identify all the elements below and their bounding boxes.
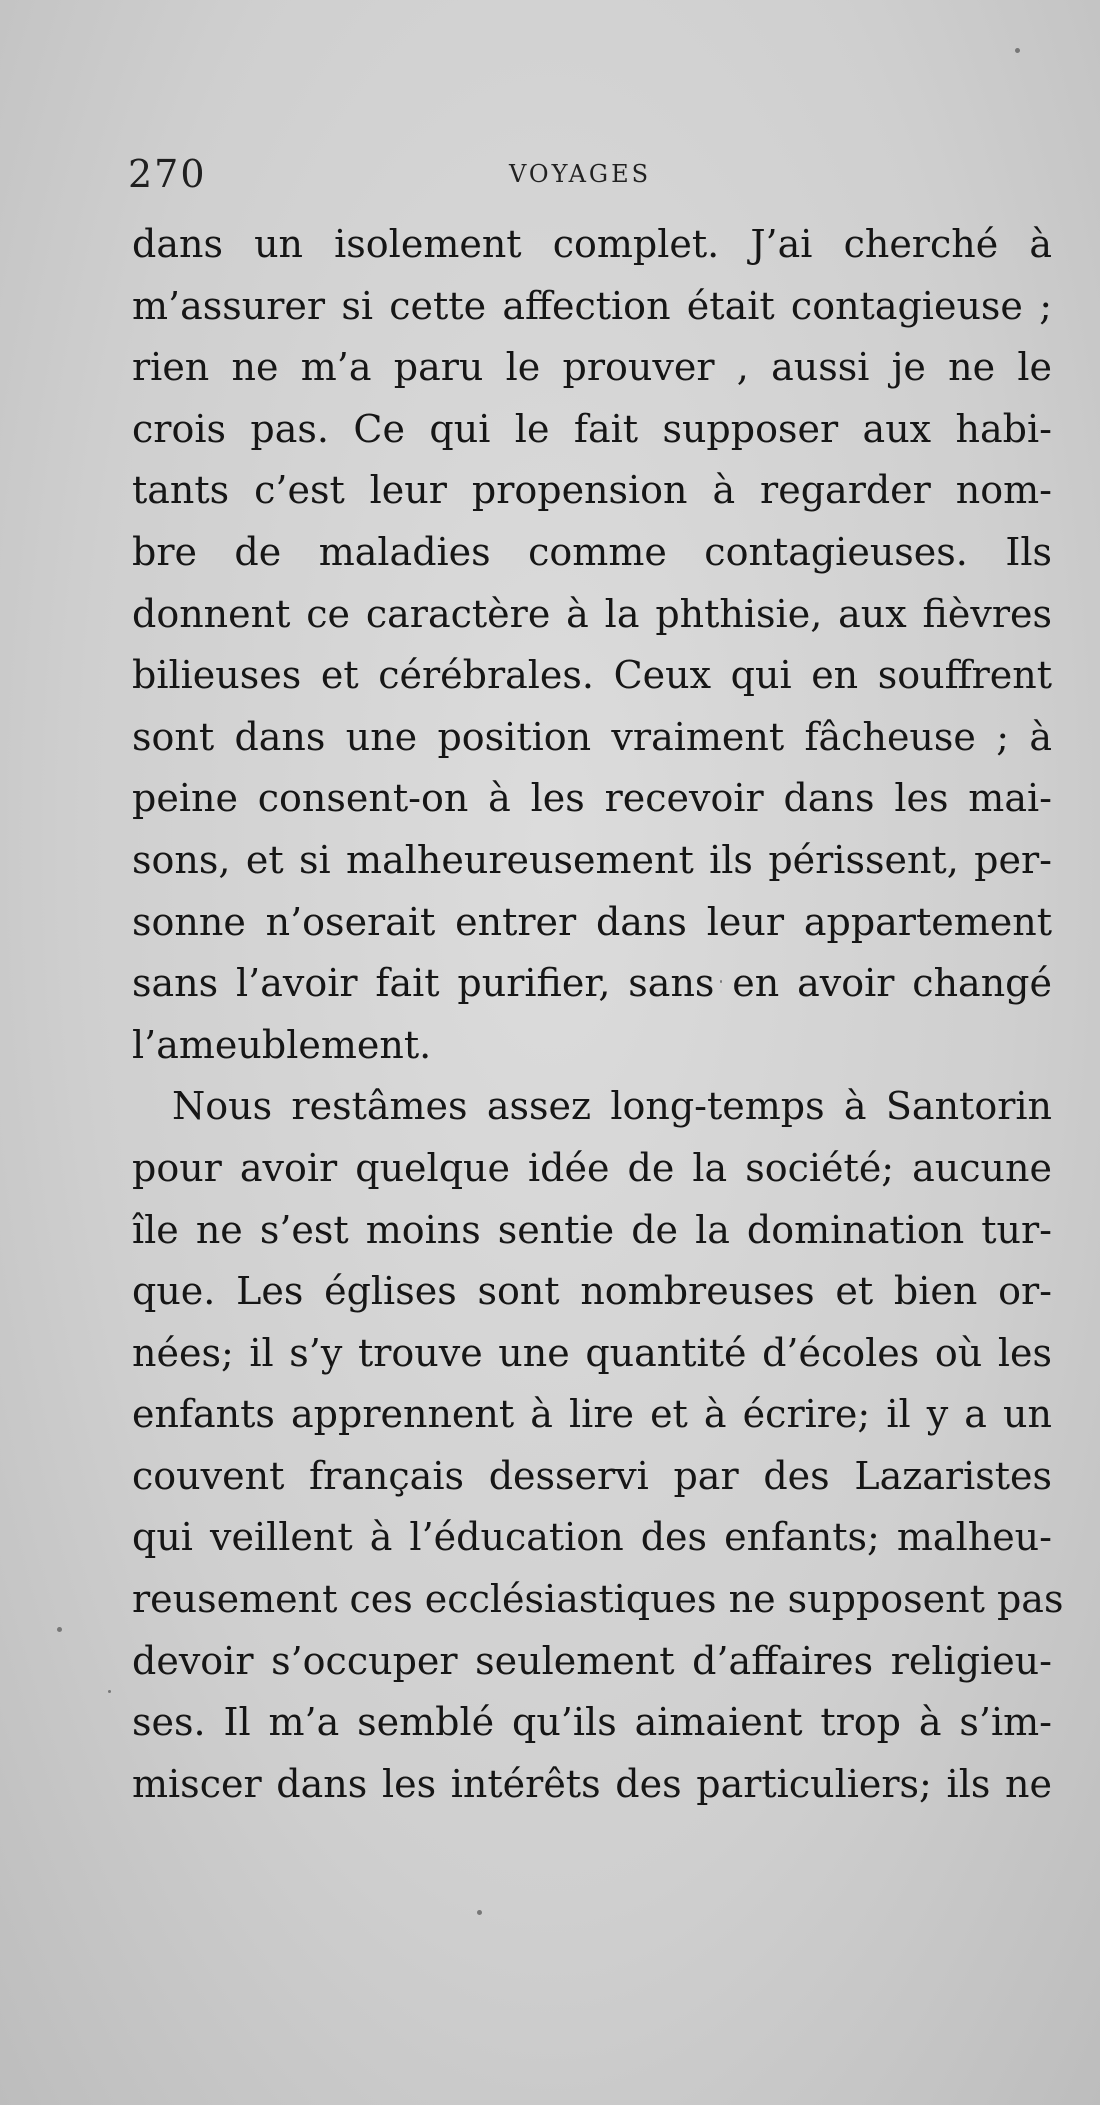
text-line: enfants apprennent à lire et à écrire; il y a un [132, 1392, 1052, 1437]
text-line: rien ne m’a paru le prouver , aussi je ne le [132, 345, 1052, 390]
text-line: l’ameublement. [132, 1022, 432, 1067]
text-line: pour avoir quelque idée de la société; aucune [132, 1145, 1052, 1190]
text-line: sans l’avoir fait purifier, sans en avoir changé [132, 961, 1052, 1006]
text-line: reusement ces ecclésiastiques ne supposent pas [132, 1577, 1064, 1622]
text-line: qui veillent à l’éducation des enfants; malheu- [132, 1515, 1052, 1560]
text-line: que. Les églises sont nombreuses et bien or- [132, 1269, 1052, 1314]
text-line: tants c’est leur propension à regarder nom- [132, 468, 1052, 513]
running-head: VOYAGES [509, 160, 652, 188]
text-line: bilieuses et cérébrales. Ceux qui en souffrent [132, 653, 1052, 698]
text-line: donnent ce caractère à la phthisie, aux fièvres [132, 591, 1052, 636]
text-line: crois pas. Ce qui le fait supposer aux habi- [132, 406, 1052, 451]
text-line: sonne n’oserait entrer dans leur appartement [132, 899, 1052, 944]
text-line: miscer dans les intérêts des particuliers; ils ne [132, 1761, 1052, 1806]
paragraph-start-line: Nous restâmes assez long-temps à Santorin [172, 1084, 1052, 1129]
text-line: couvent français desservi par des Lazaristes [132, 1453, 1052, 1498]
text-line: île ne s’est moins sentie de la domination tur- [132, 1207, 1052, 1252]
text-line: sons, et si malheureusement ils périssent, per- [132, 837, 1052, 882]
text-line: m’assurer si cette affection était contagieuse ; [132, 283, 1052, 328]
text-line: nées; il s’y trouve une quantité d’écoles où les [132, 1330, 1052, 1375]
text-line: bre de maladies comme contagieuses. Ils [132, 529, 1052, 574]
page-number: 270 [128, 152, 207, 196]
text-line: ses. Il m’a semblé qu’ils aimaient trop à s’im- [132, 1700, 1052, 1745]
text-line: devoir s’occuper seulement d’affaires religieu- [132, 1638, 1052, 1683]
text-line: dans un isolement complet. J’ai cherché à [132, 222, 1052, 266]
text-line: peine consent-on à les recevoir dans les mai- [132, 776, 1052, 821]
page-header [128, 152, 728, 196]
text-line: sont dans une position vraiment fâcheuse ; à [132, 714, 1052, 759]
body-text [132, 214, 1064, 1815]
